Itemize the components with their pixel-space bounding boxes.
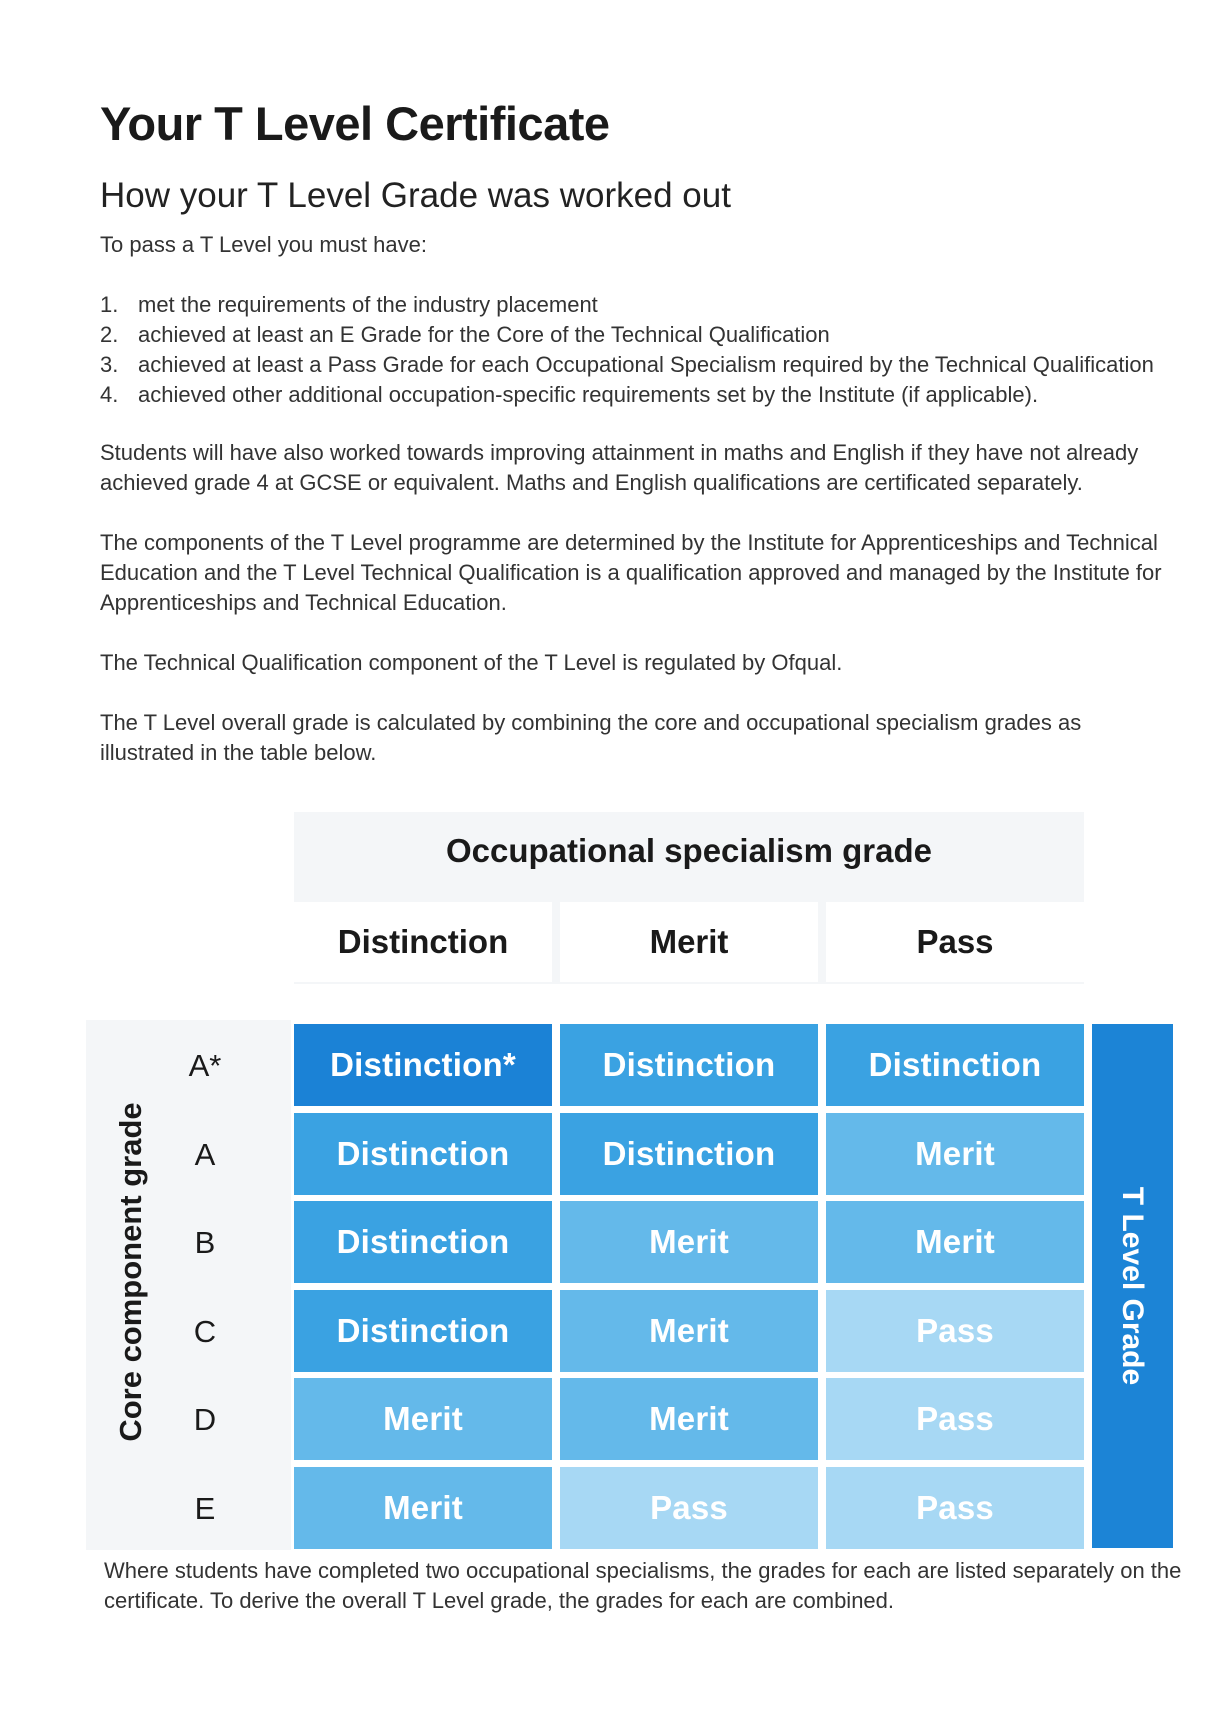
list-number: 4. — [100, 382, 119, 407]
list-text: achieved at least an E Grade for the Core of the Technical Qualification — [138, 322, 830, 347]
list-text: met the requirements of the industry placement — [138, 292, 598, 317]
grade-cell: Pass — [826, 1378, 1084, 1460]
grade-cell: Distinction — [560, 1113, 818, 1195]
column-header-distinction: Distinction — [294, 902, 552, 982]
requirements-list — [100, 290, 1220, 410]
components-paragraph: The components of the T Level programme are determined by the Institute for Apprenticeships and Technical Education and the T Level Technical Qualification is a qualification approved and managed by the Institute for Apprenticeships and Technical Education. — [100, 530, 1162, 615]
column-header-pass: Pass — [826, 902, 1084, 982]
row-header-a: A — [194, 1136, 216, 1172]
grade-cell: Merit — [826, 1201, 1084, 1283]
grade-cell: Distinction — [560, 1024, 818, 1106]
grade-cell: Distinction* — [294, 1024, 552, 1106]
list-text: achieved at least a Pass Grade for each Occupational Specialism required by the Technical Qualification — [138, 352, 1154, 377]
list-item — [100, 290, 1220, 320]
list-item — [100, 320, 1220, 350]
list-text: achieved other additional occupation-specific requirements set by the Institute (if applicable). — [138, 382, 1039, 407]
grade-cell: Merit — [560, 1290, 818, 1372]
footnote-paragraph: Where students have completed two occupational specialisms, the grades for each are listed separately on the certificate. To derive the overall T Level grade, the grades for each are combined. — [104, 1558, 1182, 1613]
regulation-paragraph: The Technical Qualification component of the T Level is regulated by Ofqual. — [100, 650, 843, 675]
maths-english-paragraph: Students will have also worked towards improving attainment in maths and English if they have not already achieved grade 4 at GCSE or equivalent. Maths and English qualifications are certificated separately. — [100, 440, 1139, 495]
list-item — [100, 380, 1220, 410]
grade-cell: Distinction — [826, 1024, 1084, 1106]
grade-cell: Pass — [826, 1290, 1084, 1372]
row-header-b: B — [194, 1225, 216, 1260]
grade-cell: Merit — [294, 1378, 552, 1460]
grade-cell: Distinction — [294, 1113, 552, 1195]
grade-cell: Distinction — [294, 1201, 552, 1283]
grade-cell: Merit — [294, 1467, 552, 1549]
column-group-label: Occupational specialism grade — [445, 832, 932, 869]
grade-cell: Merit — [560, 1378, 818, 1460]
calculation-paragraph: The T Level overall grade is calculated by combining the core and occupational specialism grades as illustrated in the table below. — [100, 710, 1082, 765]
grade-cell: Pass — [826, 1467, 1084, 1549]
t-level-grade-label: T Level Grade — [1116, 1186, 1149, 1386]
row-header-d: D — [193, 1402, 217, 1437]
row-group-label: Core component grade — [113, 1102, 148, 1442]
page-title: Your T Level Certificate — [100, 97, 610, 150]
grade-cell: Merit — [826, 1113, 1084, 1195]
grade-cell: Distinction — [294, 1290, 552, 1372]
list-number: 3. — [100, 352, 119, 377]
intro-text: To pass a T Level you must have: — [100, 232, 427, 257]
list-number: 2. — [100, 322, 119, 347]
grade-cell: Pass — [560, 1467, 818, 1549]
list-item — [100, 350, 1220, 380]
row-header-a-star: A* — [188, 1048, 222, 1083]
row-header-c: C — [193, 1313, 217, 1349]
list-number: 1. — [100, 292, 119, 317]
page-subtitle: How your T Level Grade was worked out — [100, 176, 731, 215]
row-header-e: E — [194, 1490, 216, 1526]
grade-cell: Merit — [560, 1201, 818, 1283]
column-header-merit: Merit — [560, 902, 818, 982]
